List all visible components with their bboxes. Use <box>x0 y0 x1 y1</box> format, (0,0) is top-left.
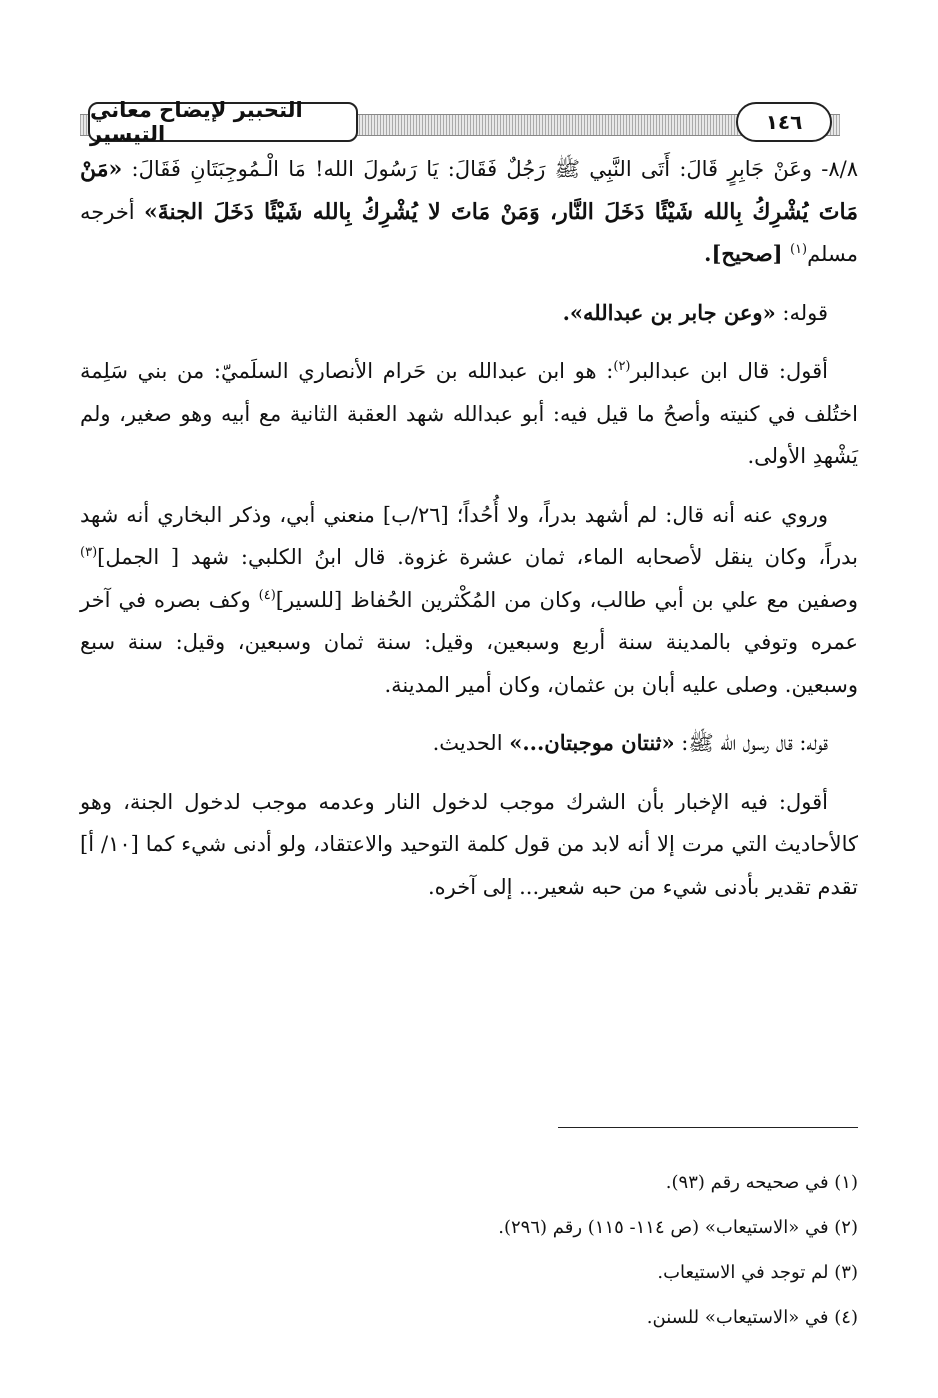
hadith-grade: [صحيح]. <box>704 241 790 266</box>
book-title: التحبير لإيضاح معاني التيسير <box>88 102 358 142</box>
footnote-divider <box>558 1127 858 1128</box>
biography-start: أقول: قال ابن عبدالبر <box>630 359 828 383</box>
footnote-ref-1: (١) <box>789 242 808 257</box>
footnotes <box>80 1160 858 1340</box>
comment-heading-2 <box>80 722 858 765</box>
footnote-ref-2: (٢) <box>613 359 631 374</box>
page-number: ١٤٦ <box>736 102 832 142</box>
narration-part-2: وصفين مع علي بن أبي طالب، وكان من المُكْثرين الحُفاظ [للسير] <box>275 587 858 612</box>
hadith-paragraph <box>80 148 858 276</box>
footnote-ref-4: (٤) <box>258 587 276 603</box>
hadith-quote: «مَنْ مَاتَ يُشْرِكُ بِالله شَيْئًا دَخَلَ النَّار، وَمَنْ مَاتَ لا يُشْرِكُ بِالله شَيْئًا دَخَلَ الجنةَ» <box>80 156 858 225</box>
narration-paragraph <box>80 494 858 707</box>
comment-quote-1: «وعن جابر بن عبدالله». <box>562 299 776 325</box>
comment-quote-2: «ثنتان موجبتان...» <box>509 730 675 755</box>
footnote-2: (٢) في «الاستيعاب» (ص ١١٤- ١١٥) رقم (٢٩٦). <box>498 1217 858 1238</box>
footnote-4: (٤) في «الاستيعاب» للسنن. <box>646 1307 858 1328</box>
comment-prefix-1: قوله: <box>775 300 828 325</box>
explanation-paragraph: أقول: فيه الإخبار بأن الشرك موجب لدخول النار وعدمه موجب لدخول الجنة، وهو كالأحاديث التي مرت إلا أنه لابد من قول كلمة التوحيد والاعتقاد، ولو أدنى شيء كما [١٠/ أ] تقدم تقدير بأدنى شيء من حبه شعير... إلى آخره. <box>80 789 859 899</box>
hadith-source: أخرجه مسلم <box>80 199 858 266</box>
comment-suffix-2: الحديث. <box>432 731 510 755</box>
footnote-3: (٣) لم توجد في الاستيعاب. <box>657 1262 858 1283</box>
biography-rest: : هو ابن عبدالله بن حَرام الأنصاري السلَميّ: من بني سَلِمة اختُلف في كنيته وأصحُ ما قيل فيه: أبو عبدالله شهد العقبة الثانية مع أبيه وهو صغير، ولم يَشْهدِ الأولى. <box>80 359 858 468</box>
comment-heading-1 <box>80 292 858 335</box>
footnote-1: (١) في صحيحه رقم (٩٣). <box>665 1172 858 1193</box>
footnote-ref-3: (٣) <box>80 545 98 560</box>
main-text <box>80 148 858 908</box>
hadith-intro: ٨/٨- وعَنْ جَابِرٍ قَالَ: أَتَى النَّبِي ﷺ رَجُلٌ فَقَالَ: يَا رَسُولَ الله! مَا الْـمُوجِبَتَانِ فَقَالَ: <box>131 157 858 181</box>
narration-part-1: وروي عنه أنه قال: لم أشهد بدراً، ولا أُحُداً؛ [٢٦/ب] منعني أبي، وذكر البخاري أنه شهد بدراً، وكان ينقل لأصحابه الماء، ثمان عشرة غزوة. قال ابنُ الكلبي: شهد [ الجمل] <box>80 502 858 569</box>
narration-part-3: وكف بصره في آخر عمره وتوفي بالمدينة سنة أربع وسبعين، وقيل: سنة ثمان وسبعين، وقيل: سنة سبع وسبعين. وصلى عليه أبان بن عثمان، وكان أمير المدينة. <box>80 587 858 697</box>
comment-prefix-2: قوله: قال رسول الله ﷺ: <box>674 731 828 755</box>
page-header <box>80 100 840 148</box>
biography-paragraph <box>80 350 858 478</box>
